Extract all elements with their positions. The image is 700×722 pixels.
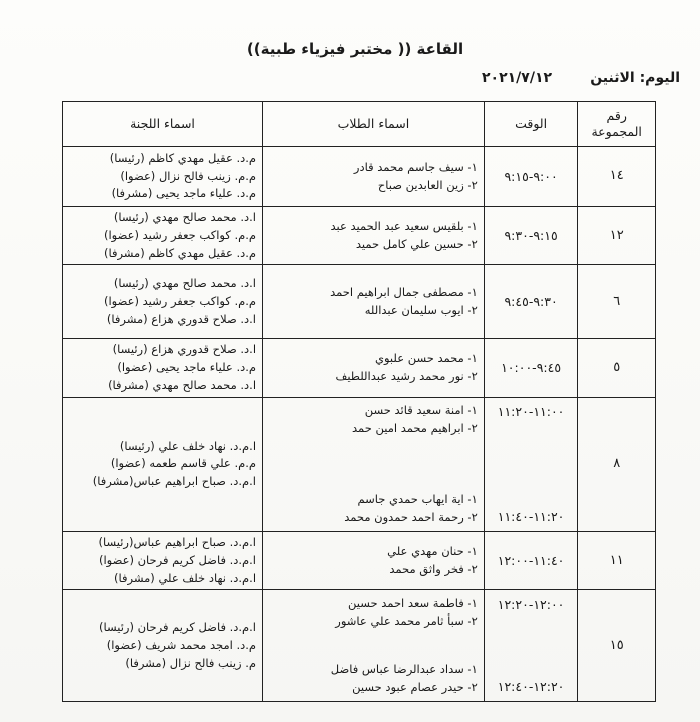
table-header-row	[63, 102, 656, 147]
student-name: ٢- حسين علي كامل حميد	[355, 236, 478, 251]
group-number: ١١	[578, 531, 656, 589]
committee-member: م.د. امجد محمد شريف (عضوا)	[106, 637, 257, 652]
student-name: ١- سداد عبدالرضا عباس فاضل	[330, 662, 478, 677]
committee-member: ا.م.د. نهاد خلف علي (مشرفا)	[114, 570, 257, 585]
column-header-group: رقم المجموعة	[578, 102, 656, 147]
time-slot: ١٢:٠٠-١٢:٢٠	[497, 596, 565, 612]
student-name: ٢- فخر واثق محمد	[389, 561, 478, 576]
committee-member: ا.م.د. صباح ابراهيم عباس(رئيسا)	[98, 534, 257, 549]
column-header-committee: اسماء اللجنة	[63, 102, 263, 147]
time-slot: ٩:١٥-٩:٣٠	[484, 207, 578, 265]
committee-member: م.د. عقيل مهدي كاظم (رئيسا)	[109, 150, 257, 165]
table-row	[63, 531, 656, 589]
committee-cell	[63, 147, 263, 207]
students-cell	[263, 207, 485, 265]
committee-member: ا.م.د. فاضل كريم فرحان (عضوا)	[98, 552, 257, 567]
committee-cell	[63, 397, 263, 531]
column-header-students: اسماء الطلاب	[263, 102, 485, 147]
committee-member: م.د. عقيل مهدي كاظم (مشرفا)	[103, 245, 257, 260]
table-row	[63, 590, 656, 702]
student-name: ١- امنة سعيد قائد حسن	[364, 403, 478, 418]
committee-member: ا.م.د. صباح ابراهيم عباس(مشرفا)	[92, 474, 257, 489]
table-row	[63, 339, 656, 397]
time-slot: ١٢:٢٠-١٢:٤٠	[497, 679, 565, 695]
student-pair	[269, 402, 478, 438]
time-slot: ٩:٣٠-٩:٤٥	[484, 265, 578, 339]
table-row	[63, 147, 656, 207]
student-name: ١- اية ايهاب حمدي جاسم	[357, 491, 478, 506]
student-name: ١- مصطفى جمال ابراهيم احمد	[330, 285, 478, 300]
committee-member: ا.د. محمد صالح مهدي (مشرفا)	[108, 378, 257, 393]
committee-member: م.م. كواكب جعفر رشيد (عضوا)	[104, 227, 257, 242]
student-pair	[269, 661, 478, 697]
committee-member: ا.م.د. فاضل كريم فرحان (رئيسا)	[98, 620, 257, 635]
students-cell	[263, 531, 485, 589]
committee-member: ا.د. محمد صالح مهدي (رئيسا)	[113, 276, 257, 291]
committee-cell	[63, 531, 263, 589]
group-number: ٨	[578, 397, 656, 531]
student-name: ٢- ابراهيم محمد امين حمد	[352, 421, 478, 436]
day-label: اليوم: الاثنين	[590, 70, 680, 86]
committee-member: م.د. علياء ماجد يحيى (مشرفا)	[111, 186, 257, 201]
student-name: ١- فاطمة سعد احمد حسين	[348, 595, 478, 610]
schedule-date: ٢٠٢١/٧/١٢	[482, 70, 553, 86]
time-slots	[484, 397, 578, 531]
students-cell	[263, 147, 485, 207]
students-cell	[263, 590, 485, 702]
group-number: ٦	[578, 265, 656, 339]
committee-member: ا.د. صلاح قدوري هزاع (مشرفا)	[106, 311, 257, 326]
student-pair	[269, 491, 478, 527]
page-title: القاعة (( مختبر فيزياء طبية))	[246, 40, 464, 58]
student-name: ١- حنان مهدي علي	[387, 543, 478, 558]
committee-member: ا.م.د. نهاد خلف علي (رئيسا)	[119, 438, 257, 453]
time-slots	[484, 590, 578, 702]
student-name: ٢- حيدر عصام عبود حسين	[352, 680, 478, 694]
committee-member: م.د. علياء ماجد يحيى (عضوا)	[117, 360, 257, 375]
committee-member: ا.د. محمد صالح مهدي (رئيسا)	[113, 210, 257, 224]
schedule-table	[62, 101, 656, 702]
students-cell	[263, 397, 485, 531]
student-name: ٢- ايوب سليمان عبدالله	[364, 302, 478, 317]
committee-cell	[63, 590, 263, 702]
students-cell	[263, 339, 485, 397]
column-header-time: الوقت	[484, 102, 578, 147]
committee-cell	[63, 339, 263, 397]
committee-member: م. زينب فالح نزال (مشرفا)	[125, 655, 257, 670]
table-row	[63, 397, 656, 531]
time-slot: ١١:٢٠-١١:٤٠	[497, 509, 565, 524]
group-number: ٥	[578, 339, 656, 397]
group-number: ١٤	[578, 147, 656, 207]
group-number: ١٥	[578, 590, 656, 702]
student-name: ١- بلقيس سعيد عبد الحميد عبد	[330, 218, 478, 233]
committee-member: ا.د. صلاح قدوري هزاع (رئيسا)	[112, 342, 257, 357]
students-cell	[263, 265, 485, 339]
student-name: ٢- نور محمد رشيد عبداللطيف	[335, 369, 478, 384]
student-name: ٢- رحمة احمد حمدون محمد	[344, 509, 478, 524]
committee-member: م.م. كواكب جعفر رشيد (عضوا)	[104, 294, 257, 309]
time-slot: ٩:٤٥-١٠:٠٠	[484, 339, 578, 397]
committee-member: م.م. علي قاسم طعمه (عضوا)	[110, 456, 257, 471]
group-number: ١٢	[578, 207, 656, 265]
student-name: ١- سيف جاسم محمد قادر	[353, 159, 478, 174]
student-pair	[269, 595, 478, 631]
committee-cell	[63, 207, 263, 265]
time-slot: ١١:٤٠-١٢:٠٠	[484, 531, 578, 589]
committee-cell	[63, 265, 263, 339]
table-row	[63, 207, 656, 265]
student-name: ٢- سبأ ثامر محمد علي عاشور	[335, 613, 478, 628]
time-slot: ١١:٠٠-١١:٢٠	[497, 404, 565, 420]
time-slot: ٩:٠٠-٩:١٥	[484, 147, 578, 207]
student-name: ٢- زين العابدين صباح	[377, 177, 478, 192]
student-name: ١- محمد حسن علبوي	[374, 351, 478, 366]
table-row	[63, 265, 656, 339]
committee-member: م.م. زينب فالح نزال (عضوا)	[120, 168, 257, 183]
